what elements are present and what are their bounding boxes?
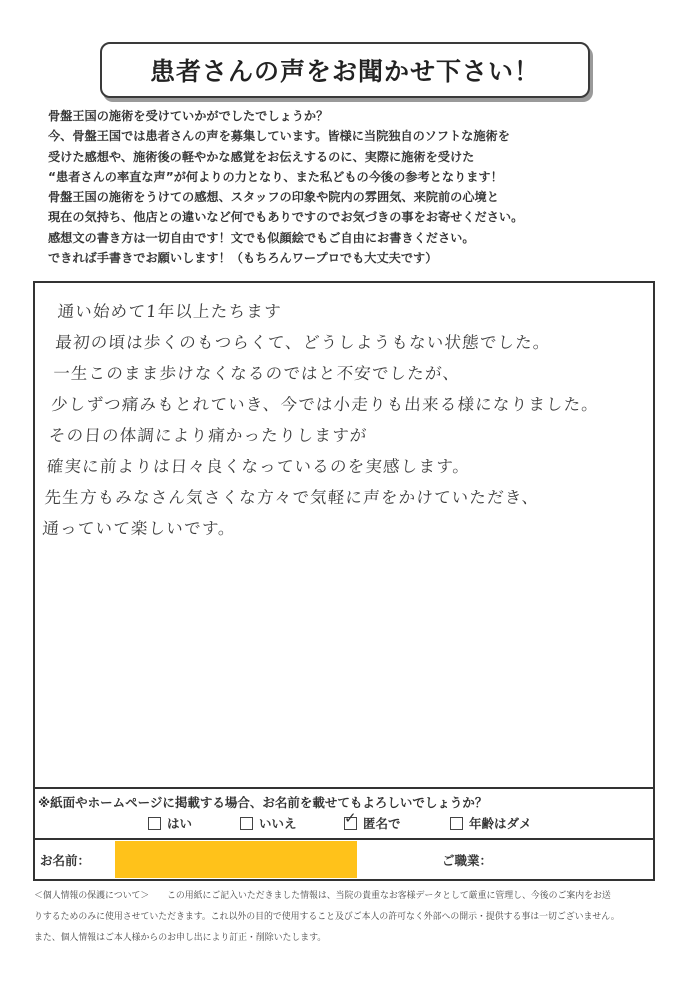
intro-line: “患者さんの率直な声”が何よりの力となり、また私どもの今後の参考となります！ [48,169,503,184]
option-no[interactable] [240,814,297,832]
handwritten-line: 少しずつ痛みもとれていき、今では小走りも出来る様になりました。 [50,395,600,414]
option-no-age[interactable] [450,814,532,832]
name-field-redacted [115,841,357,878]
intro-line: 感想文の書き方は一切自由です！文でも似顔絵でもご自由にお書きください。 [48,230,475,245]
intro-text [48,106,668,268]
option-label: 年齢はダメ [469,816,532,831]
intro-line: 現在の気持ち、他店との違いなど何でもありですのでお気づきの事をお寄せください。 [48,210,524,225]
intro-line: 骨盤王国の施術をうけての感想、スタッフの印象や院内の雰囲気、来院前の心境と [48,190,499,205]
option-anonymous[interactable] [344,808,401,832]
section-divider [35,787,655,789]
option-label: 匿名で [363,816,401,831]
handwritten-line: 確実に前よりは日々良くなっているのを実感します。 [46,457,471,476]
checkbox[interactable] [148,817,161,830]
privacy-line: また、個人情報はご本人様からのお申し出により訂正・削除いたします。 [34,933,327,943]
privacy-line: ＜個人情報の保護について＞ この用紙にご記入いただきました情報は、当院の貴重なお客様データとして厳重に管理し、今後のご案内をお送 [34,891,611,901]
handwritten-comment [41,296,658,544]
intro-line: 骨盤王国の施術を受けていかがでしたでしょうか？ [48,109,329,123]
name-label: お名前： [40,853,91,868]
check-mark-icon: ✓ [344,808,357,827]
handwritten-line: その日の体調により痛かったりしますが [48,426,369,445]
option-label: いいえ [259,816,297,831]
section-divider [35,838,655,840]
checkbox[interactable] [240,817,253,830]
option-label: はい [167,816,193,831]
handwritten-line: 一生このまま歩けなくなるのではと不安でしたが、 [52,364,462,383]
consent-options [0,808,700,836]
intro-line: 今、骨盤王国では患者さんの声を募集しています。皆様に当院独自のソフトな施術を [48,129,510,144]
handwritten-line: 最初の頃は歩くのもつらくて、どうしようもない状態でした。 [54,333,552,352]
consent-question: ※紙面やホームページに掲載する場合、お名前を載せてもよろしいでしょうか？ [38,795,488,810]
handwritten-line: 先生方もみなさん気さくな方々で気軽に声をかけていただき、 [43,488,541,507]
checkbox-checked[interactable] [344,808,357,830]
intro-line: できれば手書きでお願いします！（もちろんワープロでも大丈夫です） [48,251,438,266]
handwritten-line: 通い始めて1年以上たちます [56,302,283,321]
page-title: 患者さんの声をお聞かせ下さい！ [100,42,590,98]
intro-line: 受けた感想や、施術後の軽やかな感覚をお伝えするのに、実際に施術を受けた [48,149,475,164]
occupation-label: ご職業： [442,853,493,868]
checkbox[interactable] [450,817,463,830]
privacy-notice [34,886,674,949]
option-yes[interactable] [148,814,192,832]
privacy-line: りするためのみに使用させていただきます。これ以外の目的で使用すること及びご本人の許可なく外部への開示・提供する事は一切ございません。 [34,912,620,922]
handwritten-line: 通っていて楽しいです。 [41,519,237,538]
